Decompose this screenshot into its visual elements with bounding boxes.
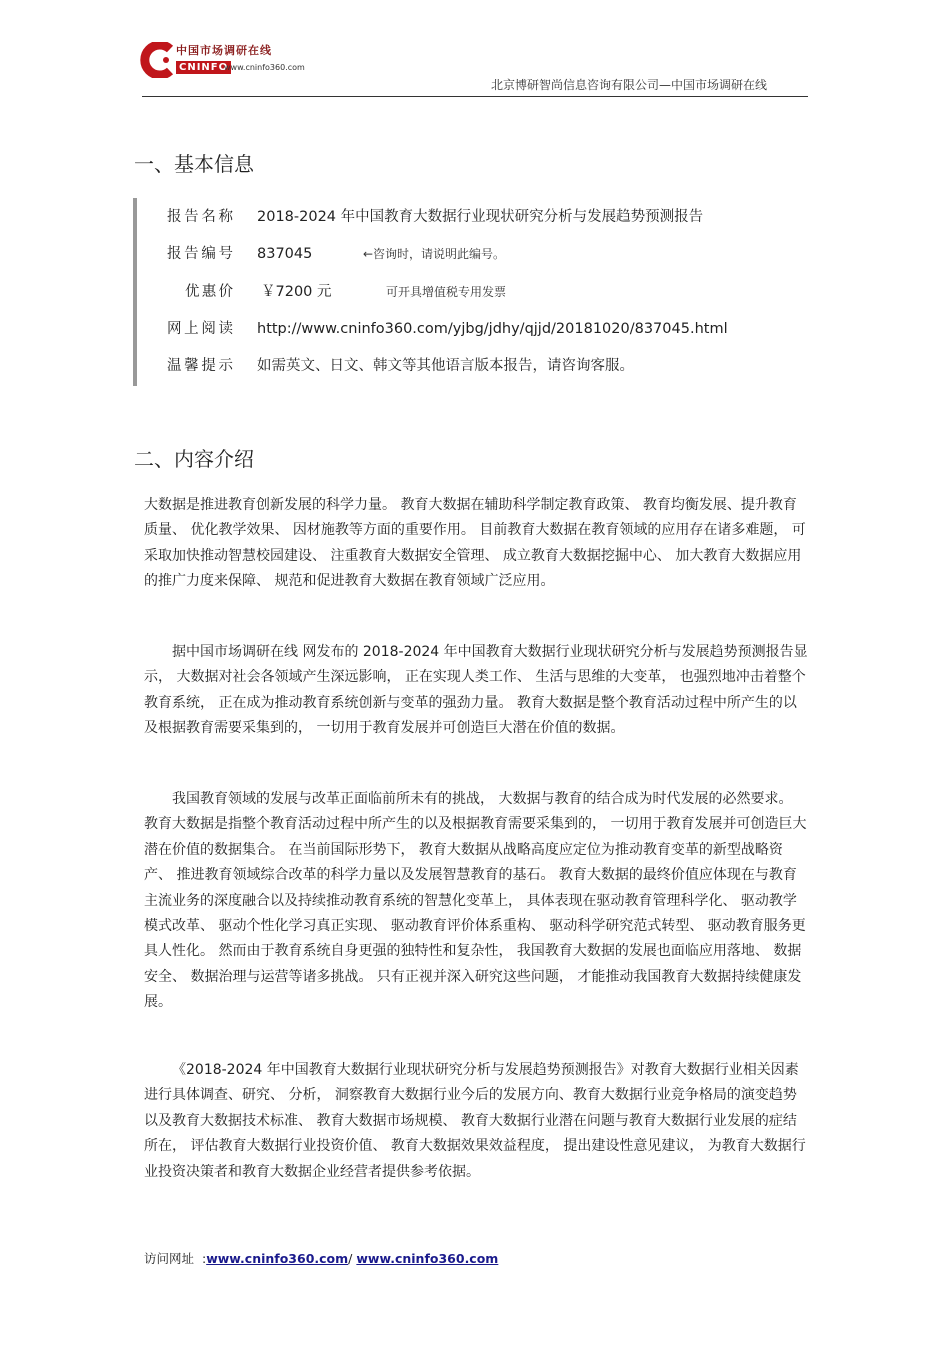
price-value: ￥7200 元 [261, 284, 332, 300]
company-name: 北京博研智尚信息咨询有限公司—中国市场调研在线 [490, 78, 767, 92]
company-logo [140, 42, 310, 82]
basic-info-box [133, 198, 777, 386]
footer-label: 访问网址 [144, 1251, 195, 1266]
info-row-price [137, 281, 777, 303]
logo-english-text: CNINFO [176, 61, 231, 74]
tip-value: 如需英文、日文、韩文等其他语言版本报告，请咨询客服。 [257, 358, 634, 374]
info-label: 网上阅读 [167, 321, 233, 337]
logo-chinese-text: 中国市场调研在线 [176, 44, 272, 57]
invoice-note: 可开具增值税专用发票 [386, 285, 507, 299]
footer-link-1[interactable]: www.cninfo360.com [206, 1251, 349, 1266]
logo-mark-icon [140, 42, 174, 78]
info-label: 报告编号 [167, 246, 233, 262]
logo-url-text: www.cninfo360.com [224, 63, 305, 72]
section-title-content-intro: 二、内容介绍 [134, 447, 254, 471]
content-paragraph [144, 787, 808, 1016]
info-row-report-name [137, 206, 777, 228]
info-row-online-read [137, 318, 777, 340]
info-row-tip [137, 355, 777, 377]
report-number-value: 837045 [257, 246, 313, 262]
footer-link-2[interactable]: www.cninfo360.com [356, 1251, 499, 1266]
footer-links: 访问网址 :www.cninfo360.com/ www.cninfo360.com [144, 1251, 499, 1266]
info-label: 报告名称 [167, 209, 233, 225]
info-row-report-number [137, 243, 777, 265]
report-name-value: 2018-2024 年中国教育大数据行业现状研究分析与发展趋势预测报告 [257, 209, 704, 225]
online-read-link[interactable]: http://www.cninfo360.com/yjbg/jdhy/qjjd/20181020/837045.html [257, 321, 728, 337]
paragraph-text: 我国教育领域的发展与改革正面临前所未有的挑战， 大数据与教育的结合成为时代发展的必然要求。 教育大数据是指整个教育活动过程中所产生的以及根据教育需要采集到的， 一切用于教育发展并可创造巨大潜在价值的数据集合。 在当前国际形势下， 教育大数据从战略高度应定位为推动教育变革的新型战略资产、 推进教育领域综合改革的科学力量以及发展智慧教育的基石。 教育大数据的最终价值应体现在与教育主流业务的深度融合以及持续推动教育系统的智慧化变革上， 具体表现在驱动教育管理科学化、 驱动教学模式改革、 驱动个性化学习真正实现、 驱动教育评价体系重构、 驱动科学研究范式转型、 驱动教育服务更具人性化。 然而由于教育系统自身更强的独特性和复杂性， 我国教育大数据的发展也面临应用落地、 数据安全、 数据治理与运营等诸多挑战。 只有正视并深入研究这些问题， 才能推动我国教育大数据持续健康发展。 [144, 791, 807, 1011]
header-divider [142, 96, 808, 97]
content-paragraph [144, 640, 808, 742]
content-paragraph [144, 493, 808, 595]
section-title-basic-info: 一、基本信息 [134, 152, 254, 176]
paragraph-text: 大数据是推进教育创新发展的科学力量。 教育大数据在辅助科学制定教育政策、 教育均衡发展、提升教育质量、 优化教学效果、 因材施教等方面的重要作用。 目前教育大数据在教育领域的应用存在诸多难题， 可采取加快推动智慧校园建设、 注重教育大数据安全管理、 成立教育大数据挖掘中心、 加大教育大数据应用的推广力度来保障、 规范和促进教育大数据在教育领域广泛应用。 [144, 497, 806, 590]
paragraph-text: 据中国市场调研在线 网发布的 2018-2024 年中国教育大数据行业现状研究分析与发展趋势预测报告显示， 大数据对社会各领域产生深远影响， 正在实现人类工作、 生活与思维的大变革， 也强烈地冲击着整个教育系统， 正在成为推动教育系统创新与变革的强劲力量。 教育大数据是整个教育活动过程中所产生的以及根据教育需要采集到的， 一切用于教育发展并可创造巨大潜在价值的数据。 [144, 644, 808, 737]
paragraph-text: 《2018-2024 年中国教育大数据行业现状研究分析与发展趋势预测报告》对教育大数据行业相关因素进行具体调查、研究、 分析， 洞察教育大数据行业今后的发展方向、教育大数据行业竞争格局的演变趋势以及教育大数据技术标准、 教育大数据市场规模、 教育大数据行业潜在问题与教育大数据行业发展的症结所在， 评估教育大数据行业投资价值、 教育大数据效果效益程度， 提出建设性意见建议， 为教育大数据行业投资决策者和教育大数据企业经营者提供参考依据。 [144, 1062, 806, 1180]
info-label: 温馨提示 [167, 358, 233, 374]
info-label: 优惠价 [185, 284, 233, 300]
report-number-note: ←咨询时，请说明此编号。 [363, 247, 506, 261]
content-paragraph [144, 1058, 808, 1185]
